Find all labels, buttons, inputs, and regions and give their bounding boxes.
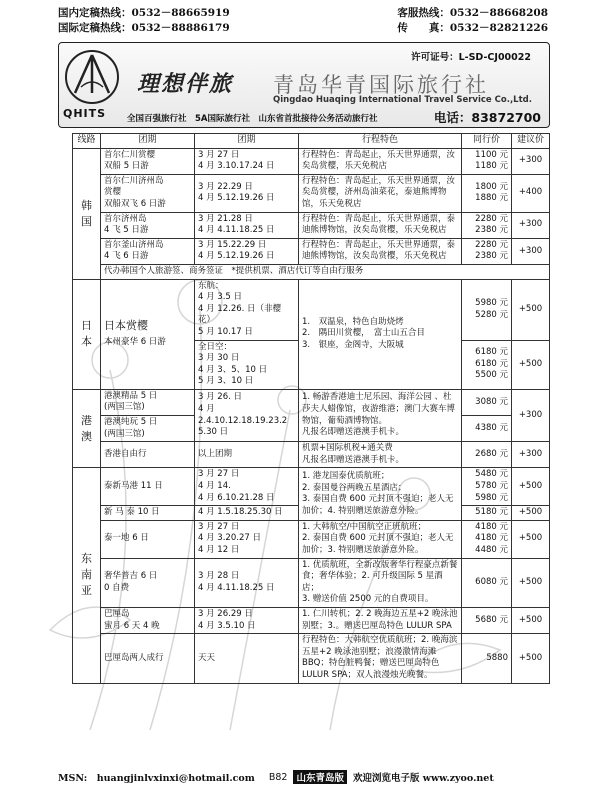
- agency-phone: 电话：83872700: [433, 110, 541, 125]
- trade-price: 5480 元 5780 元 5980 元: [462, 468, 512, 506]
- col-header-route: 线路: [73, 134, 101, 149]
- edition-badge: 山东青岛版: [293, 770, 347, 784]
- table-header-row: [73, 134, 550, 149]
- intl-hotline: 国际定稿热线：0532－88886179: [58, 22, 230, 34]
- tour-dates: 3 月 22.29 日 4 月 5.12.19.26 日: [195, 174, 299, 212]
- region-hk-macau: 港 澳: [73, 389, 101, 468]
- tour-name: 巴厘岛两人成行: [101, 634, 195, 683]
- trade-price: 6180 元 6180 元 5500 元: [462, 340, 512, 389]
- table-row: [73, 174, 550, 212]
- brand-slogan: 理想伴旅: [137, 71, 234, 97]
- suggested-price: +500: [512, 634, 550, 683]
- table-row: [73, 468, 550, 506]
- col-header-feature: 行程特色: [299, 134, 462, 149]
- tour-dates: 4 月 1.5.18.25.30 日: [195, 506, 299, 521]
- suggested-price: +500: [512, 607, 550, 633]
- tour-feature: 机票+国际机税+通关费 凡报名即赠送港澳手机卡。: [299, 442, 462, 468]
- table-row: [73, 389, 550, 415]
- table-row: [73, 264, 550, 279]
- tour-feature: 1. 双温泉，特色自助烧烤 2. 隅田川赏樱， 富士山五合目 3. 银座，金阁寺，大阪城: [299, 279, 462, 389]
- tour-name: 首尔仁川赏樱 双船 5 日游: [101, 148, 195, 174]
- tour-name: 新 马 泰 10 日: [101, 506, 195, 521]
- table-row: [73, 558, 550, 607]
- domestic-hotline: 国内定稿热线：0532－88665919: [58, 7, 230, 19]
- trade-price: 1100 元 1180 元: [462, 148, 512, 174]
- table-row: [73, 279, 550, 340]
- suggested-price: +300: [512, 389, 550, 441]
- qhits-logo-icon: [63, 47, 121, 107]
- tour-feature: 行程特色：青岛起止，乐天世界通票，汝矣岛赏樱，济州岛油菜花，泰迪熊博物馆，乐天免税店: [299, 174, 462, 212]
- page-number: B82: [268, 771, 288, 783]
- tour-dates: 东航： 4 月 3.5 日 4 月 12.26. 日（非樱花） 5 月 10.17 日: [195, 279, 299, 340]
- tour-name: 巴厘岛 蜜月 6 天 4 晚: [101, 607, 195, 633]
- tour-feature: 1. 港龙国泰优质航班； 2. 泰国曼谷两晚五星酒店； 3. 泰国自费 600 元封顶不强迫；老人无加价；4. 特别赠送旅游意外险。: [299, 468, 462, 520]
- page-footer: [58, 770, 548, 784]
- company-name-cn: 青岛华青国际旅行社: [273, 73, 489, 97]
- agency-banner: [58, 42, 550, 128]
- trade-price: 3080 元: [462, 389, 512, 415]
- trade-price: 6080 元: [462, 558, 512, 607]
- tour-feature: 1. 优质航班，全新改版奢华行程豪点新餐食；奢华体验；2. 可升级国际 5 星酒店； 3. 赠送价值 2500 元的自费项目。: [299, 558, 462, 607]
- tour-name: 香港自由行: [101, 442, 195, 468]
- suggested-price: +300: [512, 238, 550, 264]
- tour-dates: 3 月 26.29 日 4 月 3.5.10 日: [195, 607, 299, 633]
- license-number: 许可证号：L-SD-CJ00022: [411, 52, 531, 63]
- table-row: [73, 634, 550, 683]
- tour-dates: 3 月 28 日 4 月 4.11.18.25 日: [195, 558, 299, 607]
- region-southeast-asia: 东 南 亚: [73, 468, 101, 683]
- table-row: [73, 148, 550, 174]
- trade-price: 4180 元 4180 元 4480 元: [462, 520, 512, 558]
- route-price-table: [72, 133, 550, 684]
- suggested-price: +400: [512, 174, 550, 212]
- suggested-price: +300: [512, 148, 550, 174]
- tour-name: [101, 279, 195, 389]
- suggested-price: +300: [512, 212, 550, 238]
- col-header-trade-price: 同行价: [462, 134, 512, 149]
- service-hotline: 客服热线：0532－88668208: [397, 7, 548, 19]
- hotline-block: [58, 6, 548, 36]
- trade-price: 2280 元 2380 元: [462, 212, 512, 238]
- suggested-price: +500: [512, 279, 550, 340]
- tour-dates: 3 月 27 日 4 月 3.20.27 日 4 月 12 日: [195, 520, 299, 558]
- tour-feature: 1. 大韩航空/中国航空正班航班； 2. 泰国自费 600 元封顶不强迫；老人无加价；3. 特别赠送旅游意外险。: [299, 520, 462, 558]
- tour-dates: 天天: [195, 634, 299, 683]
- col-header-dates: 团期: [195, 134, 299, 149]
- table-row: [73, 238, 550, 264]
- suggested-price: +500: [512, 558, 550, 607]
- suggested-price: +500: [512, 340, 550, 389]
- trade-price: 5880: [462, 634, 512, 683]
- table-row: [73, 442, 550, 468]
- region-japan: 日 本: [73, 279, 101, 389]
- japan-tour-subtitle: 本州豪华 6 日游: [104, 337, 166, 348]
- tour-feature: 行程特色：青岛起止，乐天世界通票，泰迪熊博物馆，汝矣岛赏樱，乐天免税店: [299, 212, 462, 238]
- trade-price: 4380 元: [462, 416, 512, 442]
- trade-price: 5980 元 5280 元: [462, 279, 512, 340]
- fax-number: 传 真：0532－82821226: [397, 22, 548, 34]
- tour-dates: 3 月 15.22.29 日 4 月 5.12.19.26 日: [195, 238, 299, 264]
- table-row: [73, 607, 550, 633]
- trade-price: 5680 元: [462, 607, 512, 633]
- website-slogan: 欢迎浏览电子版 www.zyoo.net: [352, 773, 494, 784]
- tour-dates: 全日空： 3 月 30 日 4 月 3、5、10 日 5 月 3、10 日: [195, 340, 299, 389]
- tour-name: 首尔济州岛 4 飞 5 日游: [101, 212, 195, 238]
- suggested-price: +300: [512, 442, 550, 468]
- region-korea: 韩 国: [73, 148, 101, 279]
- tour-name: 泰一地 6 日: [101, 520, 195, 558]
- col-header-suggested-price: 建议价: [512, 134, 550, 149]
- tour-feature: 行程特色：青岛起止，乐天世界通票，汝矣岛赏樱，乐天免税店: [299, 148, 462, 174]
- tour-feature: 行程特色：大韩航空优质航班；2. 晚海滨五星+2 晚泳池别墅；浪漫激情海滩 BBQ；特色脏鸭餐；赠送巴厘岛特色 LULUR SPA；双人浪漫烛光晚餐。: [299, 634, 462, 683]
- table-row: [73, 520, 550, 558]
- trade-price: 1800 元 1880 元: [462, 174, 512, 212]
- tour-dates: 3 月 26. 日 4 月 2.4.10.12.18.19.23.2 5.30 日: [195, 389, 299, 441]
- company-name-en: Qingdao Huaqing International Travel Service Co.,Ltd.: [273, 95, 532, 105]
- tour-name: 港澳精品 5 日 (两国三馆): [101, 389, 195, 415]
- tour-dates: 以上团期: [195, 442, 299, 468]
- msn-contact: MSN: huangjinlvxinxi@hotmail.com: [58, 773, 255, 784]
- trade-price: 5180 元: [462, 506, 512, 521]
- tour-name: 首尔釜山济州岛 4 飞 6 日游: [101, 238, 195, 264]
- tour-name: 奢华普吉 6 日 0 自费: [101, 558, 195, 607]
- tour-dates: 3 月 27 日 4 月 14. 4 月 6.10.21.28 日: [195, 468, 299, 506]
- japan-tour-title: 日本赏樱: [104, 318, 148, 332]
- tour-feature: 行程特色：青岛起止，乐天世界通票，泰迪熊博物馆，汝矣岛赏樱，乐天免税店: [299, 238, 462, 264]
- suggested-price: +500: [512, 468, 550, 506]
- tour-name: 泰新马港 11 日: [101, 468, 195, 506]
- tour-dates: 3 月 27 日 4 月 3.10.17.24 日: [195, 148, 299, 174]
- qhits-label: QHITS: [63, 107, 107, 120]
- trade-price: 2680 元: [462, 442, 512, 468]
- tour-feature: 1. 仁川转机；2. 2 晚海边五星+2 晚泳池别墅；3.。赠送巴厘岛特色 LULUR SPA: [299, 607, 462, 633]
- korea-visa-note: 代办韩国个人旅游签、商务签证 *提供机票、酒店代订等自由行服务: [101, 264, 550, 279]
- tour-name: 港澳纯玩 5 日 (两国三馆): [101, 416, 195, 442]
- suggested-price: +500: [512, 520, 550, 558]
- suggested-price: +500: [512, 506, 550, 521]
- col-header-group: 团期: [101, 134, 195, 149]
- tour-feature: 1. 畅游香港迪士尼乐园、海洋公园 、杜莎夫人蜡像馆，夜游维港；澳门大赛车博物馆，葡萄酒博物馆。 凡报名即赠送港澳手机卡。: [299, 389, 462, 441]
- table-row: [73, 212, 550, 238]
- trade-price: 2280 元 2380 元: [462, 238, 512, 264]
- tour-name: 首尔仁川济州岛 赏樱 双船双飞 6 日游: [101, 174, 195, 212]
- tour-dates: 3 月 21.28 日 4 月 4.11.18.25 日: [195, 212, 299, 238]
- agency-honors: 全国百强旅行社 5A国际旅行社 山东省首批接待公务活动旅行社: [127, 114, 378, 124]
